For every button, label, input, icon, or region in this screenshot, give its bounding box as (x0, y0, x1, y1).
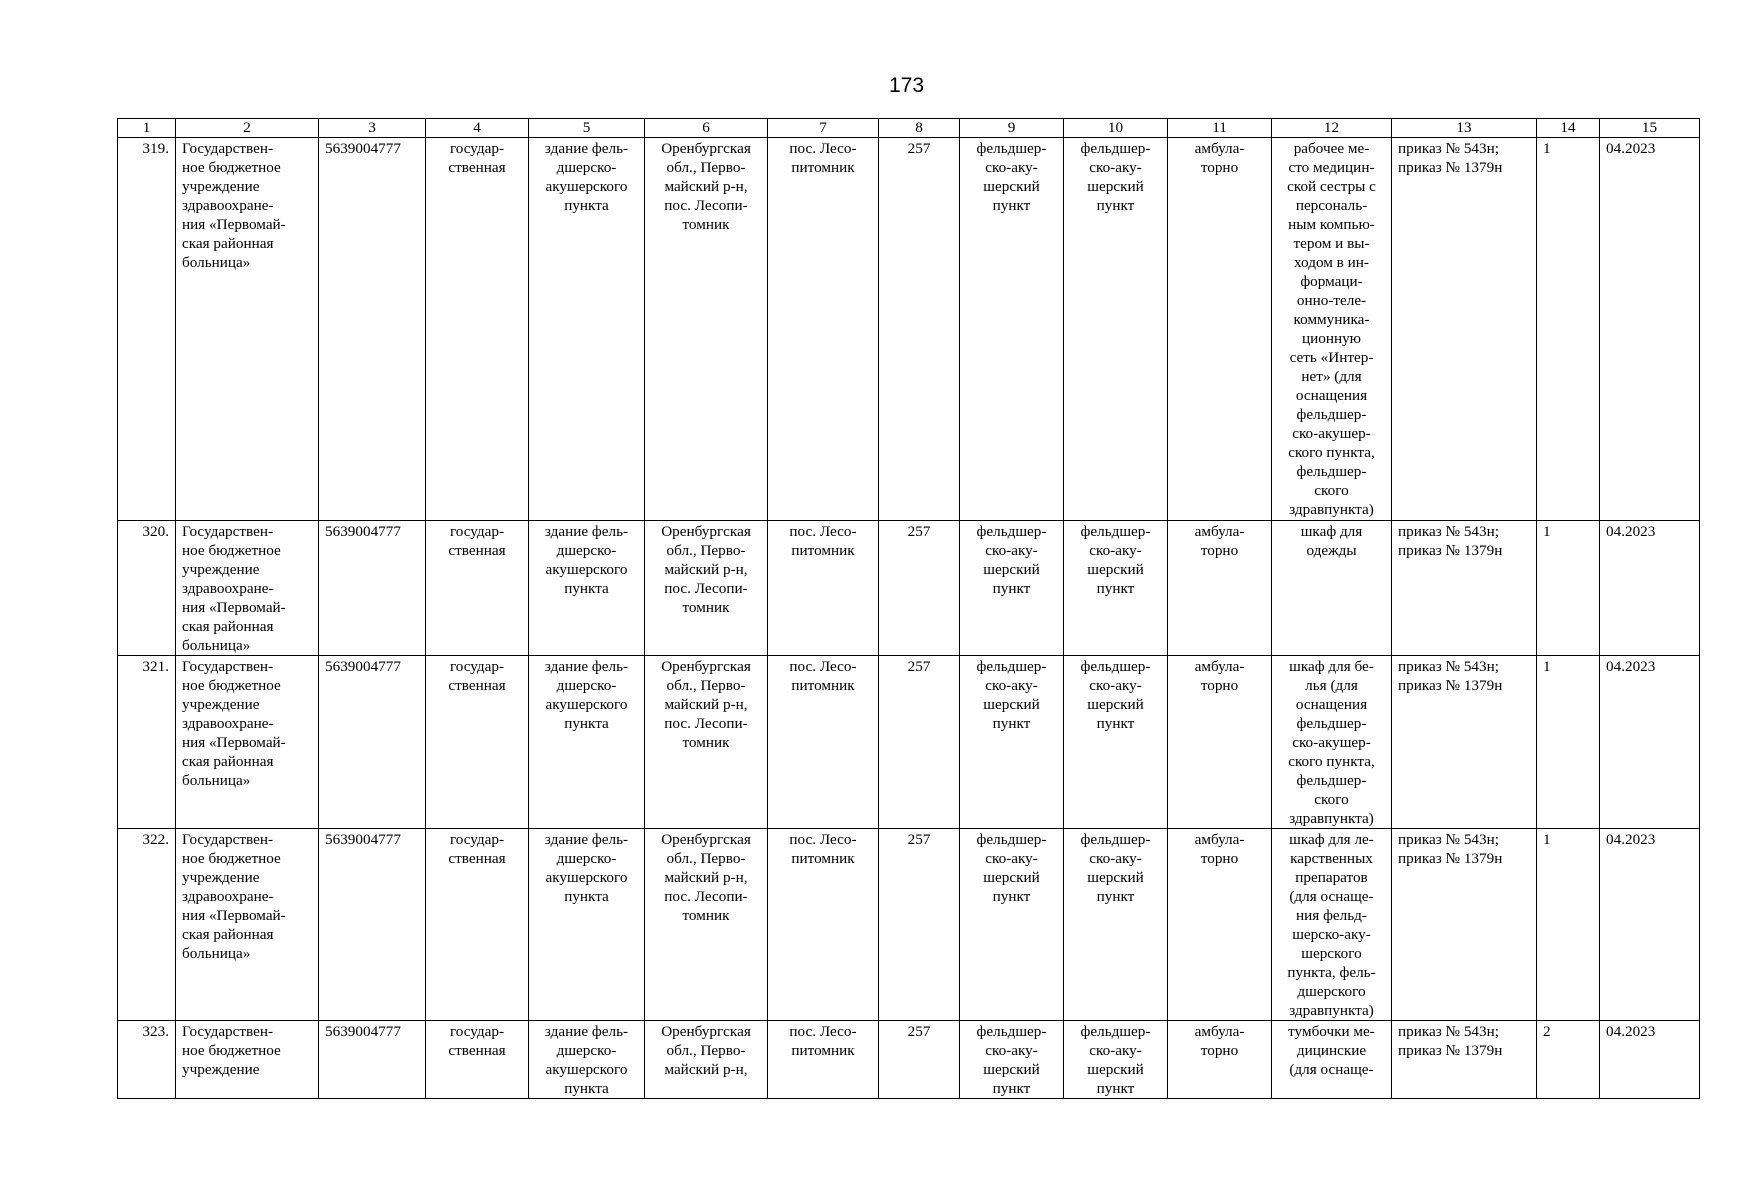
equipment: шкаф для ле- карственных препаратов (для оснаще- ния фельд- шерско-аку- шерского пункта, фель- дшерского здравпункта) (1272, 829, 1392, 1021)
organization-name: Государствен- ное бюджетное учреждение здравоохране- ния «Первомай- ская районная больница» (176, 521, 319, 656)
column-header: 1 (118, 119, 176, 138)
unit: фельдшер- ско-аку- шерский пункт (1064, 656, 1168, 829)
equipment: шкаф для одежды (1272, 521, 1392, 656)
orders: приказ № 543н; приказ № 1379н (1392, 829, 1537, 1021)
ownership-form: государ- ственная (426, 521, 529, 656)
ownership-form: государ- ственная (426, 829, 529, 1021)
column-header: 13 (1392, 119, 1537, 138)
quantity: 1 (1537, 829, 1600, 1021)
code: 257 (879, 138, 960, 521)
table-row (118, 1021, 1700, 1099)
settlement: пос. Лесо- питомник (768, 656, 879, 829)
organization-name: Государствен- ное бюджетное учреждение (176, 1021, 319, 1099)
ownership-form: государ- ственная (426, 138, 529, 521)
column-header: 11 (1168, 119, 1272, 138)
column-header: 8 (879, 119, 960, 138)
unit-type: фельдшер- ско-аку- шерский пункт (960, 1021, 1064, 1099)
date: 04.2023 (1600, 521, 1700, 656)
quantity: 1 (1537, 521, 1600, 656)
column-header: 14 (1537, 119, 1600, 138)
date: 04.2023 (1600, 1021, 1700, 1099)
column-header: 6 (645, 119, 768, 138)
date: 04.2023 (1600, 829, 1700, 1021)
column-header: 3 (319, 119, 426, 138)
ownership-form: государ- ственная (426, 1021, 529, 1099)
row-number: 319. (118, 138, 176, 521)
address: Оренбургская обл., Перво- майский р-н, пос. Лесопи- томник (645, 138, 768, 521)
inn: 5639004777 (319, 656, 426, 829)
unit-type: фельдшер- ско-аку- шерский пункт (960, 138, 1064, 521)
column-header: 5 (529, 119, 645, 138)
inn: 5639004777 (319, 829, 426, 1021)
column-number-row (118, 119, 1700, 138)
address: Оренбургская обл., Перво- майский р-н, (645, 1021, 768, 1099)
care-type: амбула- торно (1168, 521, 1272, 656)
address: Оренбургская обл., Перво- майский р-н, пос. Лесопи- томник (645, 521, 768, 656)
address: Оренбургская обл., Перво- майский р-н, пос. Лесопи- томник (645, 656, 768, 829)
column-header: 10 (1064, 119, 1168, 138)
building: здание фель- дшерско- акушерского пункта (529, 829, 645, 1021)
column-header: 9 (960, 119, 1064, 138)
equipment: рабочее ме- сто медицин- ской сестры с персональ- ным компью- тером и вы- ходом в ин- формаци- онно-теле- коммуника- ционную сеть «Интер- нет» (для оснащения фельдшер- ско-акушер- ского пункта, фельдшер- ского здравпункта) (1272, 138, 1392, 521)
care-type: амбула- торно (1168, 656, 1272, 829)
equipment-registry-table (117, 118, 1700, 1099)
row-number: 321. (118, 656, 176, 829)
date: 04.2023 (1600, 138, 1700, 521)
unit-type: фельдшер- ско-аку- шерский пункт (960, 521, 1064, 656)
unit: фельдшер- ско-аку- шерский пункт (1064, 521, 1168, 656)
inn: 5639004777 (319, 138, 426, 521)
inn: 5639004777 (319, 1021, 426, 1099)
care-type: амбула- торно (1168, 829, 1272, 1021)
column-header: 7 (768, 119, 879, 138)
settlement: пос. Лесо- питомник (768, 138, 879, 521)
column-header: 4 (426, 119, 529, 138)
building: здание фель- дшерско- акушерского пункта (529, 138, 645, 521)
building: здание фель- дшерско- акушерского пункта (529, 521, 645, 656)
row-number: 322. (118, 829, 176, 1021)
code: 257 (879, 656, 960, 829)
row-number: 320. (118, 521, 176, 656)
code: 257 (879, 521, 960, 656)
date: 04.2023 (1600, 656, 1700, 829)
orders: приказ № 543н; приказ № 1379н (1392, 1021, 1537, 1099)
code: 257 (879, 1021, 960, 1099)
ownership-form: государ- ственная (426, 656, 529, 829)
orders: приказ № 543н; приказ № 1379н (1392, 138, 1537, 521)
orders: приказ № 543н; приказ № 1379н (1392, 656, 1537, 829)
orders: приказ № 543н; приказ № 1379н (1392, 521, 1537, 656)
settlement: пос. Лесо- питомник (768, 829, 879, 1021)
table-row (118, 829, 1700, 1021)
equipment: шкаф для бе- лья (для оснащения фельдшер- ско-акушер- ского пункта, фельдшер- ского здравпункта) (1272, 656, 1392, 829)
table-row (118, 656, 1700, 829)
care-type: амбула- торно (1168, 138, 1272, 521)
table-row (118, 138, 1700, 521)
quantity: 1 (1537, 656, 1600, 829)
building: здание фель- дшерско- акушерского пункта (529, 656, 645, 829)
column-header: 12 (1272, 119, 1392, 138)
unit: фельдшер- ско-аку- шерский пункт (1064, 829, 1168, 1021)
quantity: 1 (1537, 138, 1600, 521)
row-number: 323. (118, 1021, 176, 1099)
unit-type: фельдшер- ско-аку- шерский пункт (960, 656, 1064, 829)
table-row (118, 521, 1700, 656)
organization-name: Государствен- ное бюджетное учреждение здравоохране- ния «Первомай- ская районная больница» (176, 656, 319, 829)
column-header: 15 (1600, 119, 1700, 138)
organization-name: Государствен- ное бюджетное учреждение здравоохране- ния «Первомай- ская районная больница» (176, 138, 319, 521)
equipment: тумбочки ме- дицинские (для оснаще- (1272, 1021, 1392, 1099)
unit: фельдшер- ско-аку- шерский пункт (1064, 1021, 1168, 1099)
unit-type: фельдшер- ско-аку- шерский пункт (960, 829, 1064, 1021)
organization-name: Государствен- ное бюджетное учреждение здравоохране- ния «Первомай- ская районная больница» (176, 829, 319, 1021)
column-header: 2 (176, 119, 319, 138)
quantity: 2 (1537, 1021, 1600, 1099)
code: 257 (879, 829, 960, 1021)
page-number: 173 (888, 74, 925, 97)
settlement: пос. Лесо- питомник (768, 521, 879, 656)
inn: 5639004777 (319, 521, 426, 656)
building: здание фель- дшерско- акушерского пункта (529, 1021, 645, 1099)
unit: фельдшер- ско-аку- шерский пункт (1064, 138, 1168, 521)
settlement: пос. Лесо- питомник (768, 1021, 879, 1099)
address: Оренбургская обл., Перво- майский р-н, пос. Лесопи- томник (645, 829, 768, 1021)
care-type: амбула- торно (1168, 1021, 1272, 1099)
